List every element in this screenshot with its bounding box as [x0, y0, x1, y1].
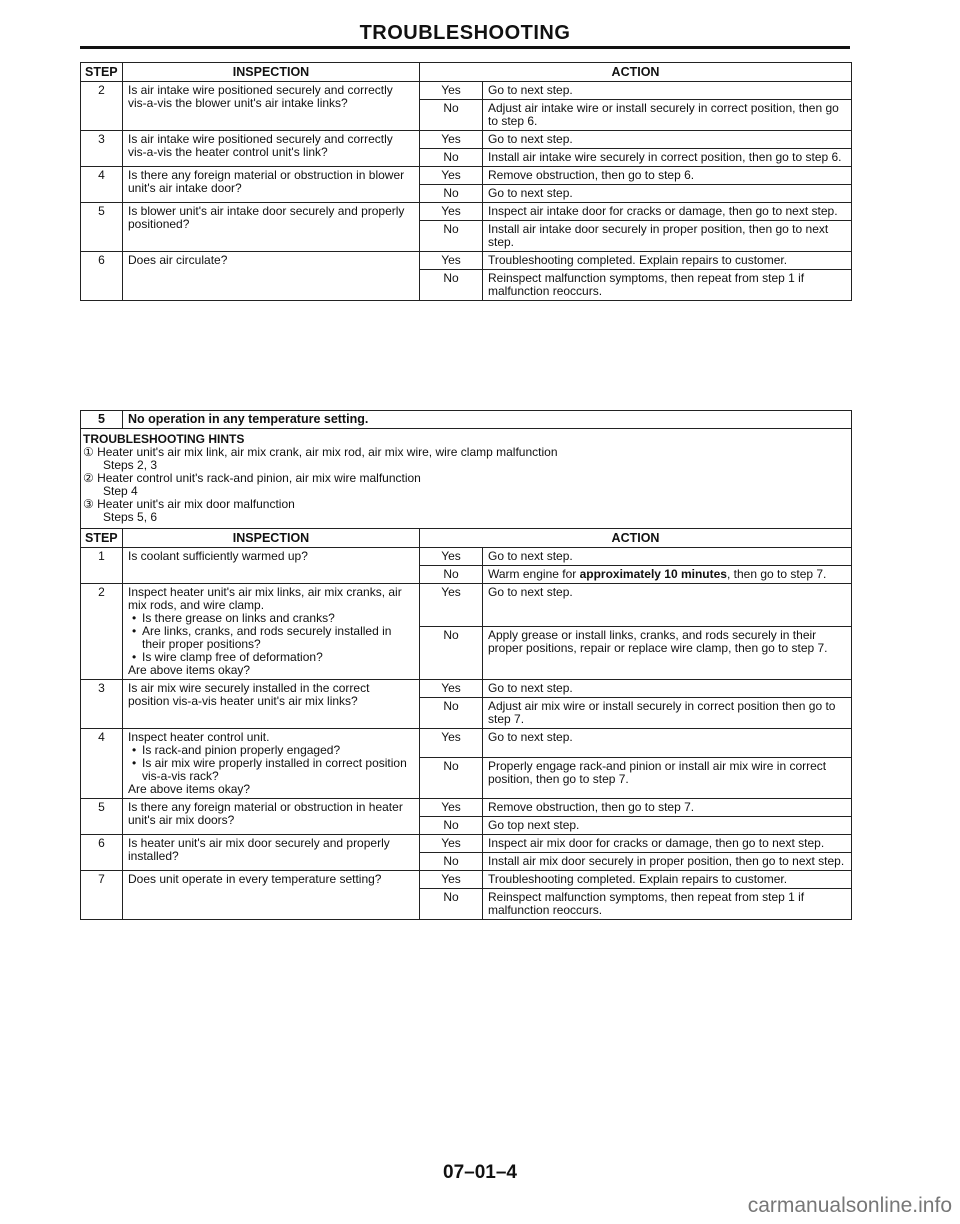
step-header: STEP: [81, 63, 123, 82]
inspection-text: Inspect heater control unit.: [128, 730, 270, 744]
step-number: 5: [81, 799, 123, 835]
step-header: STEP: [81, 529, 123, 548]
no-label: No: [420, 758, 483, 799]
table-header-row: [81, 63, 852, 82]
yes-action: Go to next step.: [483, 131, 852, 149]
yes-label: Yes: [420, 203, 483, 221]
no-label: No: [420, 698, 483, 729]
no-action: Install air intake wire securely in correct position, then go to step 6.: [483, 149, 852, 167]
hint-steps: Steps 2, 3: [103, 458, 158, 472]
yes-action: Go to next step.: [483, 680, 852, 698]
no-label: No: [420, 270, 483, 301]
page-number: 07–01–4: [443, 1162, 517, 1183]
no-action: Install air mix door securely in proper position, then go to next step.: [483, 853, 852, 871]
step-number: 6: [81, 252, 123, 301]
inspection-cell: Does air circulate?: [123, 252, 420, 301]
no-action: Install air intake door securely in proper position, then go to next step.: [483, 221, 852, 252]
no-action: Reinspect malfunction symptoms, then repeat from step 1 if malfunction reoccurs.: [483, 270, 852, 301]
bullet-item: • Is rack-and pinion properly engaged?: [128, 744, 414, 757]
step-number: 1: [81, 548, 123, 584]
bullet-item: • Are links, cranks, and rods securely installed in their proper positions?: [128, 625, 414, 651]
action-header: ACTION: [420, 63, 852, 82]
symptom-number: 5: [81, 411, 123, 429]
hint-steps: Step 4: [103, 484, 138, 498]
hint-item: ① Heater unit's air mix link, air mix crank, air mix rod, air mix wire, wire clamp malfunction: [83, 445, 558, 459]
no-action: Go to next step.: [483, 185, 852, 203]
yes-label: Yes: [420, 799, 483, 817]
yes-action: Remove obstruction, then go to step 7.: [483, 799, 852, 817]
inspection-cell: Is blower unit's air intake door securely and properly positioned?: [123, 203, 420, 252]
hints-row: [81, 429, 852, 529]
inspection-cell: Is there any foreign material or obstruction in blower unit's air intake door?: [123, 167, 420, 203]
inspection-cell: [123, 584, 420, 680]
inspection-cell: Is air intake wire positioned securely and correctly vis-a-vis the blower unit's air intake links?: [123, 82, 420, 131]
symptom-title-row: [81, 411, 852, 429]
step-number: 3: [81, 680, 123, 729]
yes-action: Troubleshooting completed. Explain repairs to customer.: [483, 871, 852, 889]
step-number: 4: [81, 167, 123, 203]
step-number: 7: [81, 871, 123, 920]
no-action: [483, 566, 852, 584]
no-action: Apply grease or install links, cranks, and rods securely in their proper positions, repair or replace wire clamp, then go to step 7.: [483, 627, 852, 680]
no-label: No: [420, 566, 483, 584]
yes-action: Troubleshooting completed. Explain repairs to customer.: [483, 252, 852, 270]
yes-label: Yes: [420, 729, 483, 758]
bullet-item: • Is air mix wire properly installed in correct position vis-a-vis rack?: [128, 757, 414, 783]
inspection-cell: Is there any foreign material or obstruction in heater unit's air mix doors?: [123, 799, 420, 835]
hints-title: TROUBLESHOOTING HINTS: [83, 432, 245, 446]
table-row: [81, 835, 852, 853]
no-action: Go top next step.: [483, 817, 852, 835]
inspection-bullets: [128, 744, 414, 783]
troubleshooting-hints: [81, 429, 852, 529]
table-row: [81, 871, 852, 889]
yes-action: Go to next step.: [483, 82, 852, 100]
hint-item: ③ Heater unit's air mix door malfunction: [83, 497, 295, 511]
no-action: Properly engage rack-and pinion or install air mix wire in correct position, then go to step 7.: [483, 758, 852, 799]
no-label: No: [420, 185, 483, 203]
no-label: No: [420, 889, 483, 920]
hint-item: ② Heater control unit's rack-and pinion, air mix wire malfunction: [83, 471, 421, 485]
page-header: [80, 18, 850, 50]
yes-label: Yes: [420, 835, 483, 853]
table-row: [81, 584, 852, 627]
step-number: 2: [81, 584, 123, 680]
no-action-text: , then go to step 7.: [726, 567, 827, 581]
inspection-question: Are above items okay?: [128, 782, 251, 796]
bullet-item: • Is wire clamp free of deformation?: [128, 651, 414, 664]
inspection-cell: Does unit operate in every temperature setting?: [123, 871, 420, 920]
no-action: Adjust air intake wire or install securely in correct position, then go to step 6.: [483, 100, 852, 131]
no-label: No: [420, 627, 483, 680]
yes-label: Yes: [420, 584, 483, 627]
no-label: No: [420, 100, 483, 131]
header-rule: [80, 46, 850, 49]
table-row: [81, 799, 852, 817]
table-row: [81, 131, 852, 149]
table-row: [81, 167, 852, 185]
table-row: [81, 680, 852, 698]
inspection-header: INSPECTION: [123, 529, 420, 548]
step-number: 5: [81, 203, 123, 252]
table-row: [81, 548, 852, 566]
no-label: No: [420, 817, 483, 835]
no-action: Reinspect malfunction symptoms, then repeat from step 1 if malfunction reoccurs.: [483, 889, 852, 920]
inspection-text: Inspect heater unit's air mix links, air mix cranks, air mix rods, and wire clamp.: [128, 585, 402, 612]
step-number: 3: [81, 131, 123, 167]
inspection-bullets: [128, 612, 414, 664]
symptom-title: No operation in any temperature setting.: [123, 411, 852, 429]
yes-action: Go to next step.: [483, 584, 852, 627]
hint-steps: Steps 5, 6: [103, 510, 158, 524]
yes-action: Go to next step.: [483, 729, 852, 758]
yes-label: Yes: [420, 680, 483, 698]
no-action-emphasis: approximately 10 minutes: [579, 567, 727, 581]
bullet-item: • Is there grease on links and cranks?: [128, 612, 414, 625]
yes-label: Yes: [420, 252, 483, 270]
table-row: [81, 203, 852, 221]
step-number: 4: [81, 729, 123, 799]
watermark: carmanualsonline.info: [747, 1194, 952, 1217]
yes-label: Yes: [420, 82, 483, 100]
inspection-cell: [123, 729, 420, 799]
inspection-cell: Is heater unit's air mix door securely and properly installed?: [123, 835, 420, 871]
inspection-question: Are above items okay?: [128, 663, 251, 677]
no-action-text: Warm engine for: [488, 567, 580, 581]
troubleshooting-table-2: [80, 410, 852, 920]
no-label: No: [420, 221, 483, 252]
yes-label: Yes: [420, 167, 483, 185]
step-number: 6: [81, 835, 123, 871]
troubleshooting-table-1: [80, 62, 852, 301]
no-label: No: [420, 149, 483, 167]
yes-action: Inspect air intake door for cracks or damage, then go to next step.: [483, 203, 852, 221]
no-action: Adjust air mix wire or install securely in correct position then go to step 7.: [483, 698, 852, 729]
yes-action: Go to next step.: [483, 548, 852, 566]
inspection-cell: Is air intake wire positioned securely and correctly vis-a-vis the heater control unit's link?: [123, 131, 420, 167]
action-header: ACTION: [420, 529, 852, 548]
inspection-cell: Is air mix wire securely installed in the correct position vis-a-vis heater unit's air mix links?: [123, 680, 420, 729]
yes-label: Yes: [420, 548, 483, 566]
table-row: [81, 729, 852, 758]
yes-action: Remove obstruction, then go to step 6.: [483, 167, 852, 185]
table-header-row: [81, 529, 852, 548]
table-row: [81, 82, 852, 100]
step-number: 2: [81, 82, 123, 131]
page-title: TROUBLESHOOTING: [359, 22, 571, 44]
yes-action: Inspect air mix door for cracks or damage, then go to next step.: [483, 835, 852, 853]
inspection-cell: Is coolant sufficiently warmed up?: [123, 548, 420, 584]
table-row: [81, 252, 852, 270]
no-label: No: [420, 853, 483, 871]
inspection-header: INSPECTION: [123, 63, 420, 82]
yes-label: Yes: [420, 131, 483, 149]
yes-label: Yes: [420, 871, 483, 889]
